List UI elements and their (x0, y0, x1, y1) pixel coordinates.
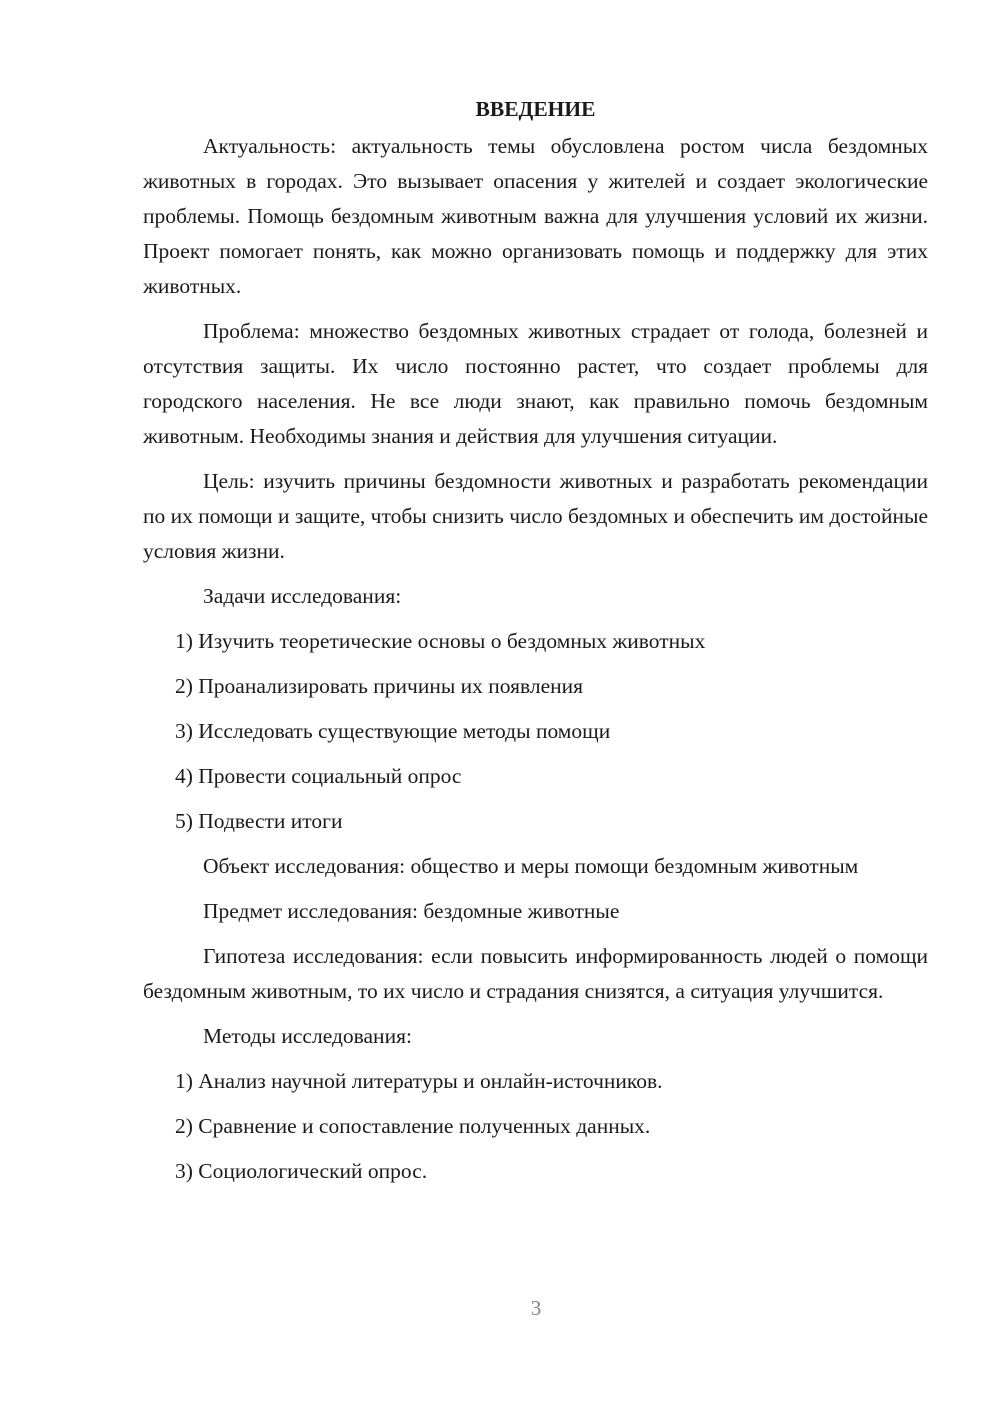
methods-list (143, 1064, 928, 1189)
list-item: 3) Социологический опрос. (175, 1159, 428, 1183)
relevance-paragraph: Актуальность: актуальность темы обусловлена ростом числа бездомных животных в городах. Это вызывает опасения у жителей и создает экологические проблемы. Помощь бездомным животным важна для улучшения условий их жизни. Проект помогает понять, как можно организовать помощь и поддержку для этих животных. (143, 134, 928, 298)
list-item: 1) Изучить теоретические основы о бездомных животных (175, 629, 706, 653)
document-page (143, 92, 928, 1199)
list-item: 4) Провести социальный опрос (175, 764, 462, 788)
tasks-list (143, 624, 928, 839)
methods-title: Методы исследования: (203, 1024, 412, 1048)
list-item: 5) Подвести итоги (175, 809, 343, 833)
list-item: 2) Сравнение и сопоставление полученных данных. (175, 1114, 651, 1138)
list-item: 3) Исследовать существующие методы помощи (175, 719, 611, 743)
goal-paragraph: Цель: изучить причины бездомности животных и разработать рекомендации по их помощи и защите, чтобы снизить число бездомных и обеспечить им достойные условия жизни. (143, 469, 928, 563)
object-paragraph: Объект исследования: общество и меры помощи бездомным животным (203, 854, 859, 878)
section-heading: ВВЕДЕНИЕ (475, 97, 596, 121)
list-item: 1) Анализ научной литературы и онлайн-источников. (175, 1069, 663, 1093)
tasks-title: Задачи исследования: (203, 584, 402, 608)
page-number: 3 (530, 1296, 542, 1320)
list-item: 2) Проанализировать причины их появления (175, 674, 584, 698)
hypothesis-paragraph: Гипотеза исследования: если повысить информированность людей о помощи бездомным животным, то их число и страдания снизятся, а ситуация улучшится. (143, 944, 928, 1003)
problem-paragraph: Проблема: множество бездомных животных страдает от голода, болезней и отсутствия защиты. Их число постоянно растет, что создает проблемы для городского населения. Не все люди знают, как правильно помочь бездомным животным. Необходимы знания и действия для улучшения ситуации. (143, 319, 928, 448)
subject-paragraph: Предмет исследования: бездомные животные (203, 899, 620, 923)
